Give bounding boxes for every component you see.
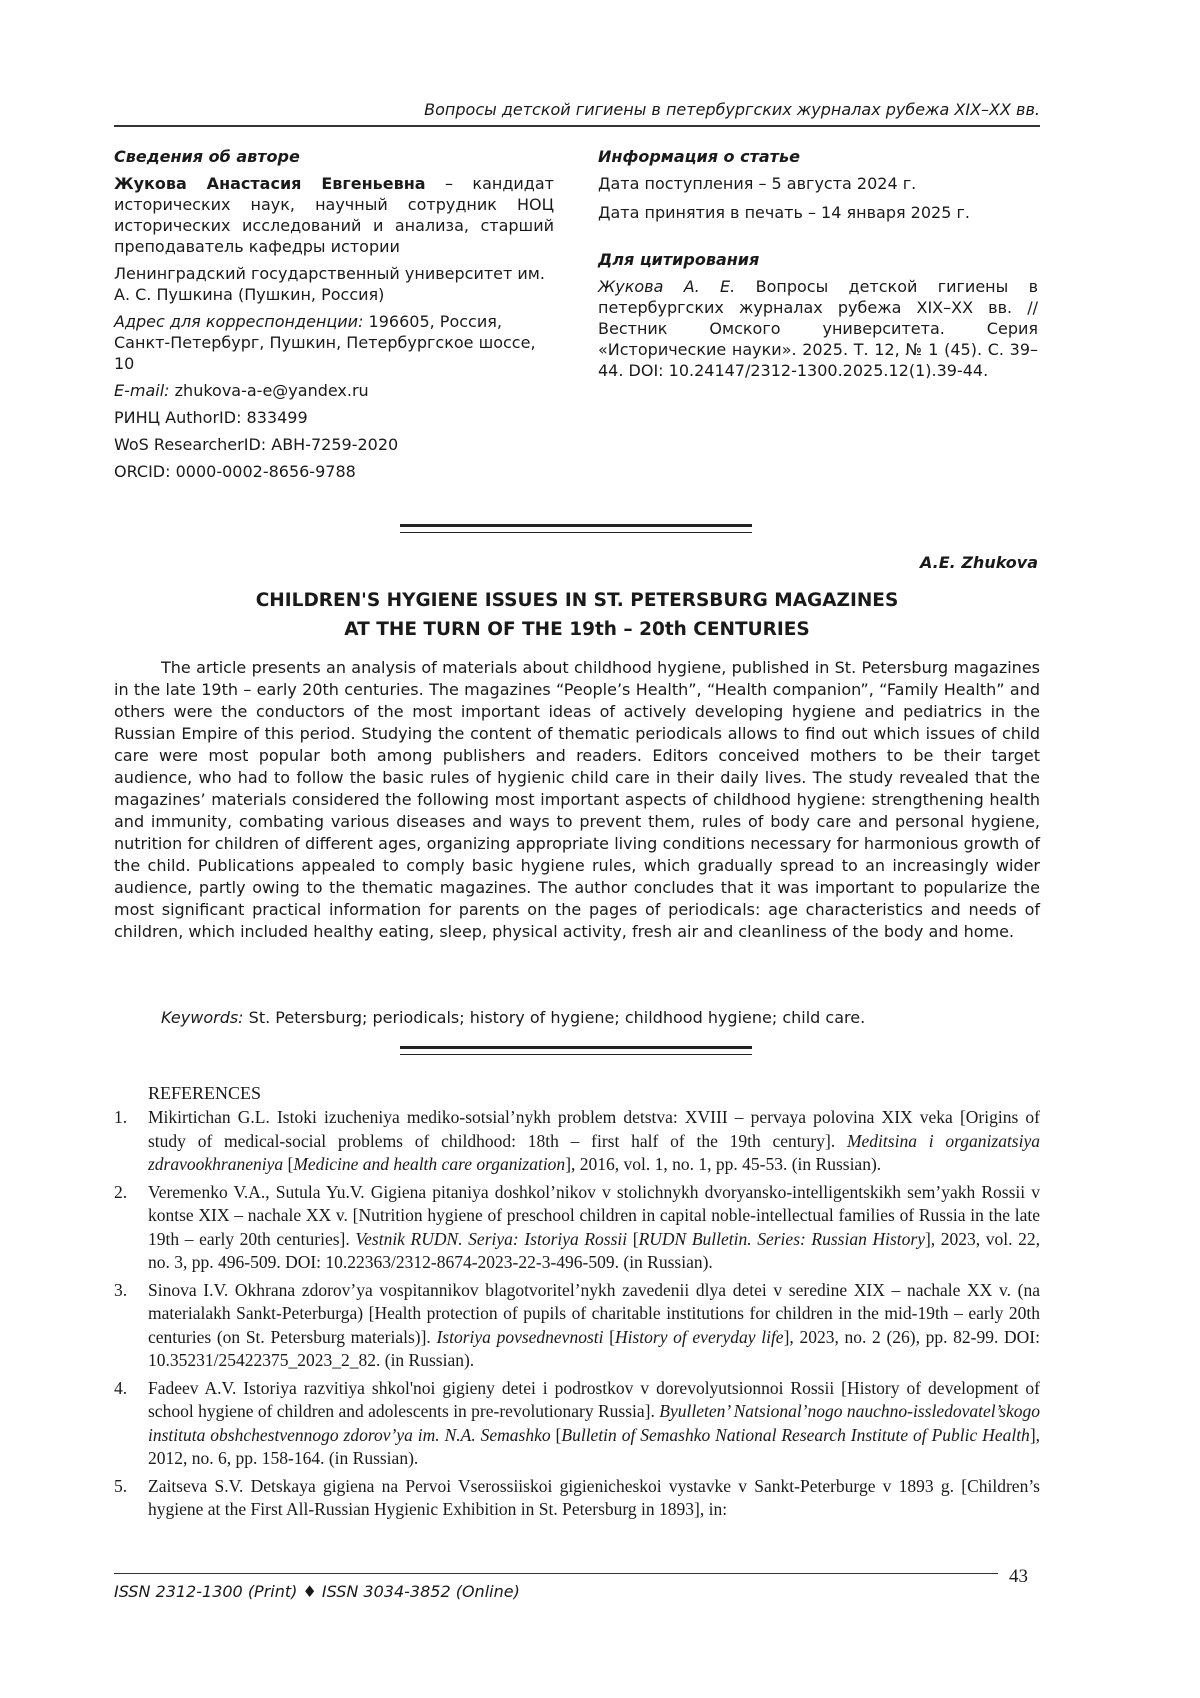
- abstract: The article presents an analysis of materials about childhood hygiene, published in St. Petersburg magazines in the late 19th – early 20th centuries. The magazines “People’s Health”, “Health companion”, “Family Health” and others were the conductors of the most important ideas of actively developing hygiene and pediatrics in the Russian Empire of this period. Studying the content of thematic periodicals allows to find out which issues of child care were most popular both among publishers and readers. Editors conceived mothers to be their target audience, who had to follow the basic rules of hygienic child care in their daily lives. The study revealed that the magazines’ materials considered the following most important aspects of childhood hygiene: strengthening health and immunity, combating various diseases and ways to prevent them, rules of body care and personal hygiene, nutrition for children of different ages, organizing appropriate living conditions necessary for harmonious growth of the child. Publications appealed to comply basic hygiene rules, which gradually spread to an increasingly wider audience, partly owing to the thematic magazines. The author concludes that it was important to popularize the most significant practical information for parents on the pages of periodicals: age characteristics and needs of children, which included healthy eating, sleep, physical activity, fresh air and cleanliness of the body and home.: [114, 658, 1040, 941]
- citation-heading: Для цитирования: [598, 250, 760, 269]
- reference-journal-en: RUDN Bulletin. Series: Russian History: [638, 1228, 925, 1249]
- accepted-date: Дата принятия в печать – 14 января 2025 г.: [598, 203, 970, 222]
- article-info-section: [598, 146, 1038, 387]
- author-orcid: ORCID: 0000-0002-8656-9788: [114, 462, 356, 481]
- footer-issn: ISSN 2312-1300 (Print) ♦ ISSN 3034-3852 (Online): [114, 1582, 520, 1601]
- keywords-label: Keywords:: [161, 1008, 244, 1027]
- reference-text: Zaitseva S.V. Detskaya gigiena na Pervoi Vserossiiskoi gigienicheskoi vystavke v Sankt-Peterburge v 1893 g. [Children’s hygiene at the First All-Russian Hygienic Exhibition in St. Petersburg in 1893], in:: [148, 1475, 1040, 1519]
- title-line-2: AT THE TURN OF THE 19th – 20th CENTURIES: [344, 619, 810, 640]
- reference-item: 1. Mikirtichan G.L. Istoki izucheniya mediko-sotsial’nykh problem detstva: XVIII – pervaya polovina XIX veka [Origins of study of medical-social problems of childhood: 18th – first half of the 19th century]. Meditsina i organizatsiya zdravookhraneniya [Medicine and health care organization], 2016, vol. 1, no. 1, pp. 45-53. (in Russian).: [114, 1107, 1040, 1174]
- author-info-heading: Сведения об авторе: [114, 147, 300, 166]
- reference-number: 1.: [114, 1107, 128, 1127]
- author-position: – кандидат исторических наук, научный сотрудник НОЦ исторических исследований и анализа, старший преподаватель кафедры истории: [114, 174, 554, 256]
- citation-text: [598, 276, 1038, 381]
- keywords: [161, 1008, 1041, 1027]
- reference-number: 2.: [114, 1181, 128, 1202]
- title-line-1: CHILDREN'S HYGIENE ISSUES IN ST. PETERSBURG MAGAZINES: [255, 590, 899, 611]
- section-divider-bottom: [400, 1046, 752, 1055]
- reference-text: Sinova I.V. Okhrana zdorov’ya vospitannikov blagotvoritel’nykh zavedenii dlya detei v seredine XIX – nachale XX v. (na materialakh Sankt-Peterburga) [Health protection of pupils of charitable institutions for children in the mid-19th – early 20th centuries (on St. Petersburg materials)].: [148, 1279, 1040, 1347]
- reference-text: Veremenko V.A., Sutula Yu.V. Gigiena pitaniya doshkol’nikov v stolichnykh dvoryansko-intelligentskikh sem’yakh Rossii v kontse XIX – nachale XX v. [Nutrition hygiene of preschool children in capital noble-intellectual families of Russia in the late 19th – early 20th centuries].: [148, 1181, 1040, 1249]
- reference-text: Fadeev A.V. Istoriya razvitiya shkol'noi gigieny detei i podrostkov v dorevolyutsionnoi Rossii [History of development of school hygiene of children and adolescents in pre-revolutionary Russia].: [148, 1377, 1040, 1421]
- citation-body: Вопросы детской гигиены в петербургских журналах рубежа XIX–XX вв. // Вестник Омского университета. Серия «Исторические науки». 2025. Т. 12, № 1 (45). С. 39–44. DOI: 10.24147/2312-1300.2025.12(1).39-44.: [598, 277, 1038, 380]
- author-wos: WoS ResearcherID: ABH-7259-2020: [114, 435, 399, 454]
- citation-author: Жукова А. Е.: [598, 277, 736, 296]
- reference-number: 5.: [114, 1475, 128, 1496]
- reference-text: Mikirtichan G.L. Istoki izucheniya mediko-sotsial’nykh problem detstva: XVIII – pervaya polovina XIX veka [Origins of study of medical-social problems of childhood: 18th – first half of the 19th century].: [148, 1107, 1040, 1151]
- page-number: 43: [1009, 1566, 1028, 1587]
- reference-journal-en: Medicine and health care organization: [293, 1154, 566, 1174]
- references-list: [114, 1106, 1040, 1526]
- received-date: Дата поступления – 5 августа 2024 г.: [598, 174, 917, 193]
- author-en: A.E. Zhukova: [919, 553, 1038, 572]
- reference-journal: Istoriya povsednevnosti: [436, 1326, 604, 1347]
- author-email: [114, 380, 554, 401]
- reference-journal: Vestnik RUDN. Seriya: Istoriya Rossii: [355, 1228, 628, 1249]
- keywords-text: St. Petersburg; periodicals; history of hygiene; childhood hygiene; child care.: [248, 1008, 866, 1027]
- footer-rule: [114, 1573, 998, 1574]
- section-divider-top: [400, 524, 752, 533]
- reference-item: 4. Fadeev A.V. Istoriya razvitiya shkol'noi gigieny detei i podrostkov v dorevolyutsionnoi Rossii [History of development of school hygiene of children and adolescents in pre-revolutionary Russia]. Byulleten’ Natsional’nogo nauchno-issledovatel’skogo instituta obshchestvennogo zdorov’ya im. N.A. Semashko [Bulletin of Semashko National Research Institute of Public Health], 2012, no. 6, pp. 158-164. (in Russian).: [114, 1377, 1041, 1468]
- email-label: E-mail:: [114, 381, 170, 400]
- email-value[interactable]: zhukova-a-e@yandex.ru: [174, 381, 369, 400]
- reference-number: 3.: [114, 1279, 128, 1300]
- author-name: Жукова Анастасия Евгеньевна: [114, 174, 426, 193]
- author-rinc: РИНЦ AuthorID: 833499: [114, 408, 308, 427]
- reference-journal: Byulleten’ Natsional’nogo nauchno-issledovatel’skogo instituta obshchestvennogo zdorov’ya im. N.A. Semashko: [148, 1401, 1040, 1445]
- reference-journal-en: History of everyday life: [614, 1326, 784, 1347]
- address-value: 196605, Россия, Санкт-Петербург, Пушкин, Петербургское шоссе, 10: [114, 312, 536, 373]
- author-info-section: [114, 146, 554, 488]
- running-header: Вопросы детской гигиены в петербургских журналах рубежа XIX–XX вв.: [424, 100, 1040, 119]
- reference-item: 3. Sinova I.V. Okhrana zdorov’ya vospitannikov blagotvoritel’nykh zavedenii dlya detei v seredine XIX – nachale XX v. (na materialakh Sankt-Peterburga) [Health protection of pupils of charitable institutions for children in the mid-19th – early 20th centuries (on St. Petersburg materials)]. Istoriya povsednevnosti [History of everyday life], 2023, no. 2 (26), pp. 82-99. DOI: 10.35231/25422375_2023_2_82. (in Russian).: [114, 1279, 1040, 1370]
- author-address: [114, 311, 554, 374]
- reference-journal-en: Bulletin of Semashko National Research Institute of Public Health: [561, 1424, 1030, 1445]
- author-affiliation: Ленинградский государственный университет им. А. С. Пушкина (Пушкин, Россия): [114, 264, 545, 304]
- article-title-en: [114, 586, 1040, 644]
- references-title: REFERENCES: [148, 1083, 262, 1103]
- author-bio: [114, 173, 554, 257]
- address-label: Адрес для корреспонденции:: [114, 312, 364, 331]
- reference-number: 4.: [114, 1377, 128, 1398]
- article-info-heading: Информация о статье: [598, 147, 800, 166]
- reference-item: [114, 1475, 1040, 1522]
- reference-item: 2. Veremenko V.A., Sutula Yu.V. Gigiena pitaniya doshkol’nikov v stolichnykh dvoryansko-intelligentskikh sem’yakh Rossii v kontse XIX – nachale XX v. [Nutrition hygiene of preschool children in capital noble-intellectual families of Russia in the late 19th – early 20th centuries]. Vestnik RUDN. Seriya: Istoriya Rossii [RUDN Bulletin. Series: Russian History], 2023, vol. 22, no. 3, pp. 496-509. DOI: 10.22363/2312-8674-2023-22-3-496-509. (in Russian).: [114, 1181, 1040, 1272]
- header-rule: [114, 125, 1040, 127]
- reference-journal: Meditsina i organizatsiya zdravookhraneniya: [148, 1130, 1040, 1174]
